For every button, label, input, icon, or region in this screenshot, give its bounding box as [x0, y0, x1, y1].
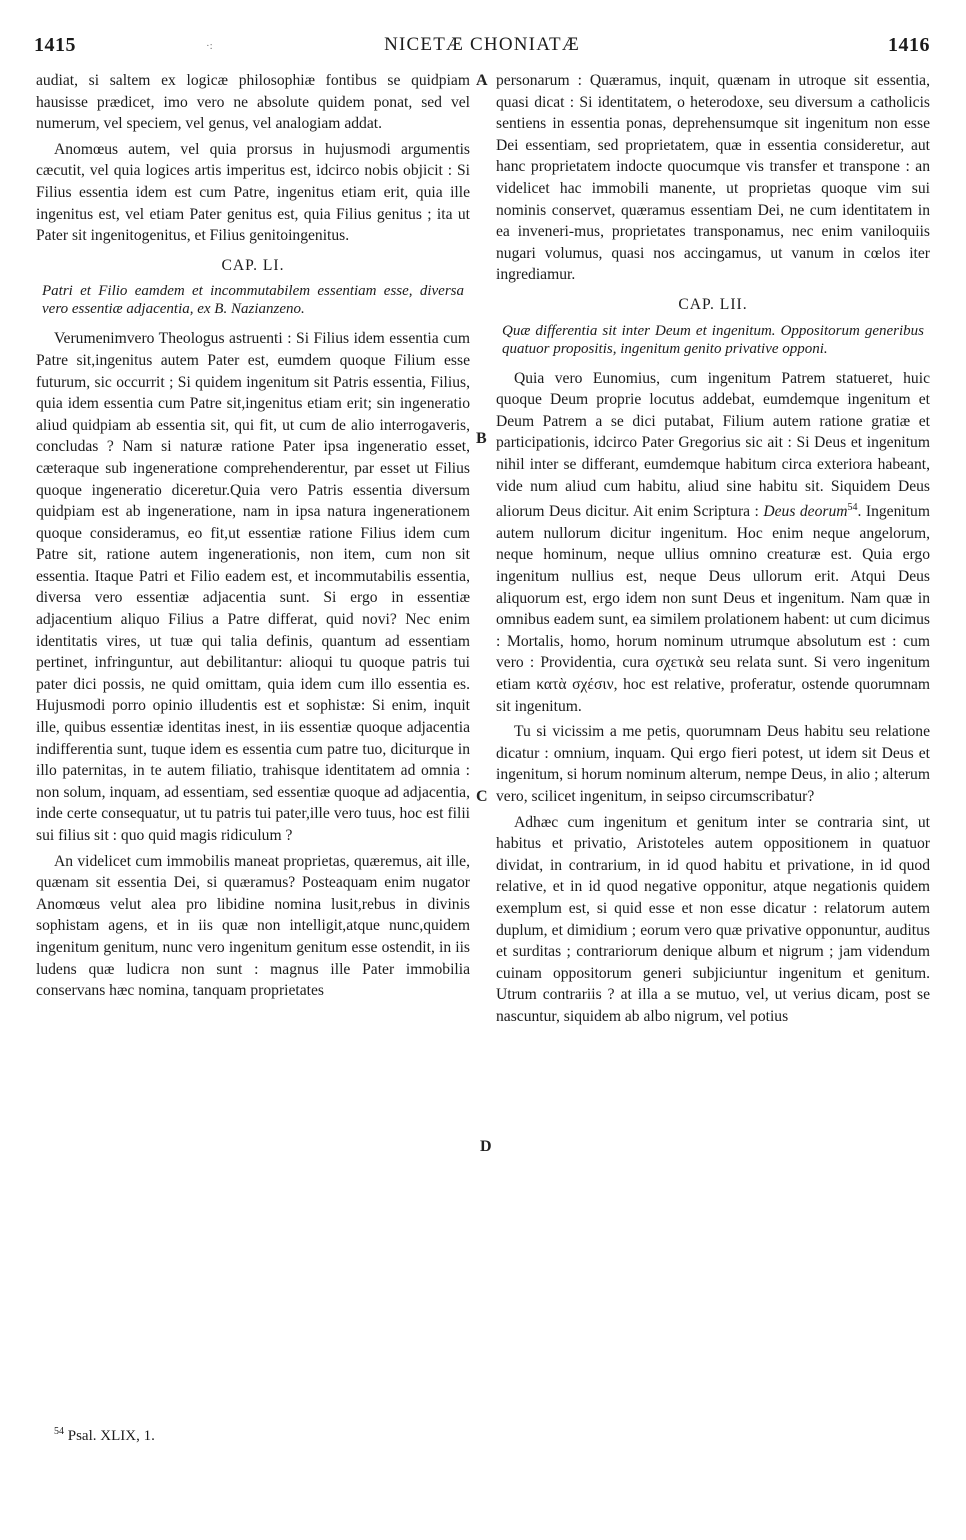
scripture-quote: Deus deorum: [763, 503, 848, 521]
running-header: [34, 34, 930, 60]
footnote: [54, 1426, 155, 1445]
margin-letter-a: A: [476, 72, 488, 89]
footnote-number: 54: [54, 1426, 64, 1437]
footnote-reference: 54: [847, 502, 858, 514]
right-paragraph-2-part-b: . Ingenitum autem nullorum dicitur ingenitum. Hoc enim neque angelorum, neque hominum, neque ullius omnino creaturæ est. Quia ergo ingenitum nullius est, neque Deus ullorum erit. Atqui Deus aliquorum est, ergo idem non sunt Deus et ingenitum. Nam quæ in omnibus eadem sunt, ea similem prolationem habent: ut cum dicimus : Mortalis, homo, horum nominum utrumque absolutum est : cum vero : Providentia, cura σχετικὰ seu relata sunt. Si vero ingenitum etiam κατὰ σχέσιν, hoc est relative, proferatur, ostende quorumnam sit ingenitum.: [496, 503, 930, 715]
margin-letter-b: B: [476, 430, 487, 447]
chapter-heading-51: CAP. LI.: [221, 256, 285, 274]
right-paragraph-4: Adhæc cum ingenitum et genitum inter se contraria sint, ut habitus et privatio, Aristoteles autem oppositionem in quatuor dividat, in contrarium, in id quod habitu et privatione, in id quod relative, et in id quod negative opponitur, atque negationis quidem exemplum est, si quid esse et non esse dicatur : relatorum autem duplum, et dimidium ; eorum vero quæ privative opponuntur, auditus et surditas ; contrariorum denique album et nigrum ; jam videndum cuinam oppositorum generi subjiciuntur ingenitum et genitum. Utrum contrariis ? at illa a se mutuo, vel, ut verius dicam, post se nascuntur, siquidem ab albo nigrum, vel potius: [496, 813, 930, 1025]
left-paragraph-2: Anomœus autem, vel quia prorsus in hujusmodi argumentis cæcutit, vel quia logices artis imperitus est, idcirco nobis objicit : Si Filius essentia idem est cum Patre, ingenitus etiam erit, quia ille ingenitus est, vel etiam Pater genitus est, quia Filius genitus ; ita ut Pater sit ingenitogenitus, et Filius genitoingenitus.: [36, 140, 470, 245]
right-column: [496, 70, 930, 1032]
running-title: NICETÆ CHONIATÆ: [384, 34, 580, 55]
left-paragraph-4: An videlicet cum immobilis maneat proprietas, quæremus, ait ille, quænam sit essentia Dei, si quæramus? Posteaquam enim nugator Anomœus velut alea pro libidine nomina lusit,rebus in divinis sophistam agens, et in iis quæ non intelligit,atque nunc,quidem ingenitum genitum, nunc vero ingenitum genitum esse ostendit, in iis ludens quæ ludicra non sunt : magnus ille Pater immobilia conservans hæc nomina, tanquam proprietates: [36, 852, 470, 1000]
left-column: [36, 70, 470, 1006]
right-paragraph-3: Tu si vicissim a me petis, quorumnam Deus habitu seu relatione dicatur : omnium, inquam. Qui ergo fieri potest, ut idem sit Deus et ingenitum, si horum nominum alterum, nempe Deus, in alio ; alterum vero, scilicet ingenitum, in seipso circumscribatur?: [496, 723, 930, 805]
footnote-text: Psal. XLIX, 1.: [67, 1428, 155, 1444]
stray-mark: ·:: [206, 40, 213, 52]
page-number-right: 1416: [888, 34, 930, 56]
right-paragraph-1: personarum : Quæramus, inquit, quænam in utroque sit essentia, quasi dicat : Si identitatem, o heterodoxe, seu diversum a catholicis sentiens in essentia ponas, deprehensumque sit ingenitum non esse Dei essentiam, sed proprietatem, quæ in essentia consideretur, aut hanc proprietatem indocte quocumque vis transfer et transpone : an videlicet hac immobili manente, ut proprietas quoque vim sui nominis conservet, quæramus essentiam Dei, ne cum identitatem in ea inveneri-mus, proprietates transponamus, nec enim vaniloquiis nugari volumus, quasi nos accingamus, ut vanum in cœlos iter ingrediamur.: [496, 72, 930, 284]
chapter-summary-52: Quæ differentia sit inter Deum et ingenitum. Oppositorum generibus quatuor propositis, ingenitum genito privative opponi.: [502, 322, 924, 357]
chapter-heading-52: CAP. LII.: [678, 295, 748, 313]
margin-letter-d: D: [480, 1138, 492, 1155]
left-paragraph-1: audiat, si saltem ex logicæ philosophiæ fontibus se quidpiam hausisse prædicet, imo vero ne absolute quidem ponat, sed vel numerum, vel speciem, vel genus, vel analogiam addat.: [36, 72, 470, 133]
margin-letter-c: C: [476, 788, 488, 805]
page-number-left: 1415: [34, 34, 76, 56]
right-paragraph-2: [496, 368, 930, 718]
chapter-summary-51: Patri et Filio eamdem et incommutabilem essentiam esse, diversa vero essentiæ adjacentia, ex B. Nazianzeno.: [42, 283, 464, 318]
left-paragraph-3: Verumenimvero Theologus astruenti : Si Filius idem essentia cum Patre sit,ingenitus autem Pater est, eumdem quoque Filium esse futurum, sic occurrit ; Si quidem ingenitum sit Patris essentia, Filius, quia idem essentia cum Patre sit,ingenitus etiam erit; sin ingeneratio aliud quidpiam ab essentia sit, qui fit, ut cum de alio interrogaveris, concludas ? Nam si naturæ ratione Pater ipsa ingeneratio esset, cæteraque sub ingeneratione comprehenderentur, par esset ut Filius quoque ingeneratio diceretur.Quia vero Patris essentia diversum quidpiam est ab ingeneratione, nam in ipsa natura ingenerationem quoque consideramus, eo fit,ut essentiæ ratione Filius idem cum Patre sit, ratione autem ingenerationis, non item, cum non sit essentia. Itaque Patri et Filio eadem est, et incommutabilis essentia, diversa vero essentiæ adjacentia sunt. Si ergo in essentiæ adjacentium aliquo Filius a Patre differat, quid novi? Nec enim identitatis vires, ut tuæ qui talia definis, quantum ad essentiam pertinet, infringuntur, aut debilitantur: alioqui tu quoque patris tui pater dici possis, ne quid omittam, quia idem cum illo essentia es. Hujusmodi porro opinio illudentis est et sophistæ: Si enim, inquit ille, quibus essentiæ identitas inest, in iis essentiæ quoque adjacentia indifferentia sunt, tuque idem es essentia cum patre tuo, diciturque in illo paternitas, in te autem filiatio, trahisque identitatem ad omnia : non solum, inquam, ad essentiam, sed essentiæ quoque ad adjacentia, inde certe consequatur, ut tu patris tui pater,ille vero tuus, hoc est filii sui filius sit : quo quid magis ridiculum ?: [36, 330, 470, 844]
right-paragraph-2-part-a: Quia vero Eunomius, cum ingenitum Patrem statueret, huic quoque Deum proprie locutus addebat, eumdemque ingenitum et Deum Patrem a se dici putabat, Filium autem ratione gratiæ et participationis, idcirco Pater Gregorius sic ait : Si Deus et ingenitum nihil inter se differant, eumdemque habitum circa exteriora habeant, vide num aliud cum habitu, aliud sine habitu sit. Siquidem Deus aliorum Deus dicitur. Ait enim Scriptura :: [496, 369, 930, 521]
